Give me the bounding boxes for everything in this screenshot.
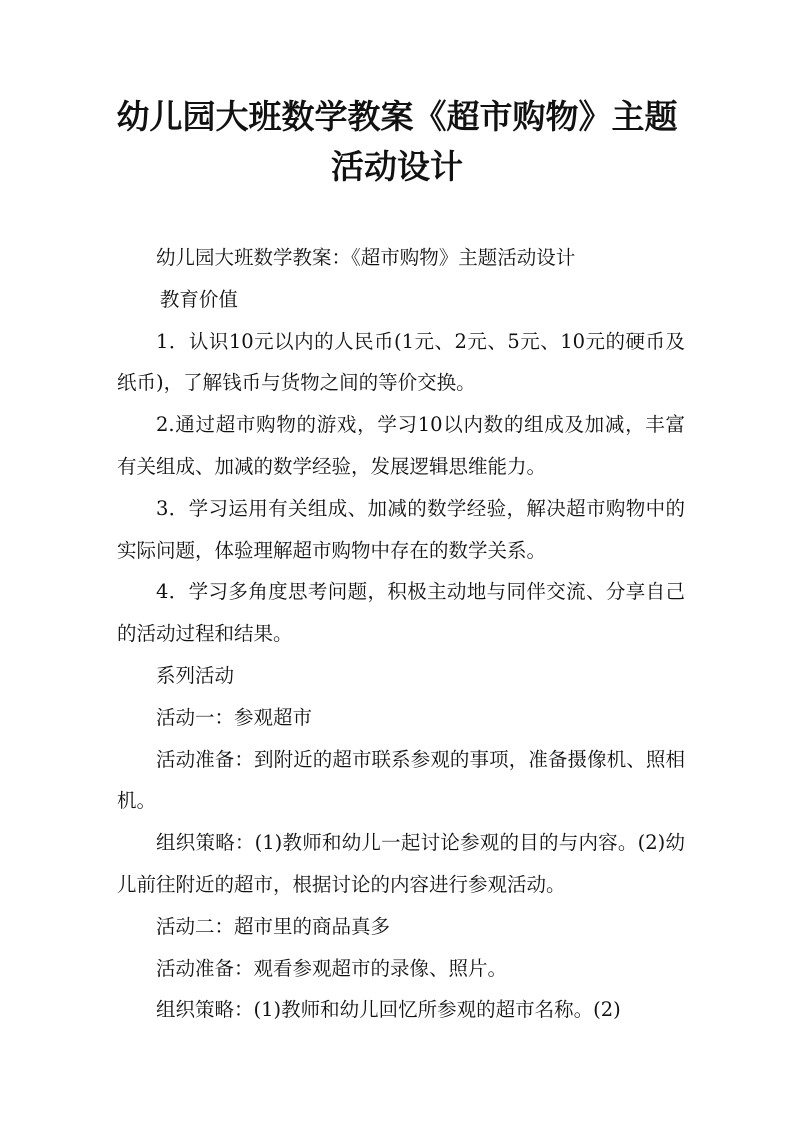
goal-paragraph-3: 3．学习运用有关组成、加减的数学经验，解决超市购物中的实际问题，体验理解超市购物中存在的数学关系。 [117,496,685,562]
goal-paragraph-4: 4．学习多角度思考问题，积极主动地与同伴交流、分享自己的活动过程和结果。 [117,580,685,646]
document-title [0,92,794,192]
activity-two-heading: 活动二：超市里的商品真多 [156,914,391,938]
section-heading-series-activities: 系列活动 [156,663,235,687]
section-heading-education-value: 教育价值 [159,287,238,311]
activity-one-strategy: 组织策略：(1)教师和幼儿一起讨论参观的目的与内容。(2)幼儿前往附近的超市，根据讨论的内容进行参观活动。 [117,831,685,896]
activity-one-preparation: 活动准备：到附近的超市联系参观的事项，准备摄像机、照相机。 [117,747,685,813]
activity-one-heading: 活动一：参观超市 [156,705,313,729]
goal-paragraph-2: 2.通过超市购物的游戏，学习10以内数的组成及加减，丰富有关组成、加减的数学经验，发展逻辑思维能力。 [117,413,685,478]
title-line-1: 幼儿园大班数学教案《超市购物》主题 [116,97,678,136]
activity-two-preparation: 活动准备：观看参观超市的录像、照片。 [156,956,508,980]
activity-two-strategy: 组织策略：(1)教师和幼儿回忆所参观的超市名称。(2) [156,998,621,1022]
goal-paragraph-1: 1．认识10元以内的人民币(1元、2元、5元、10元的硬币及纸币)，了解钱币与货物之间的等价交换。 [117,329,685,395]
subtitle-paragraph: 幼儿园大班数学教案：《超市购物》主题活动设计 [156,246,576,269]
document-body [117,237,685,1031]
title-line-2: 活动设计 [331,147,463,186]
